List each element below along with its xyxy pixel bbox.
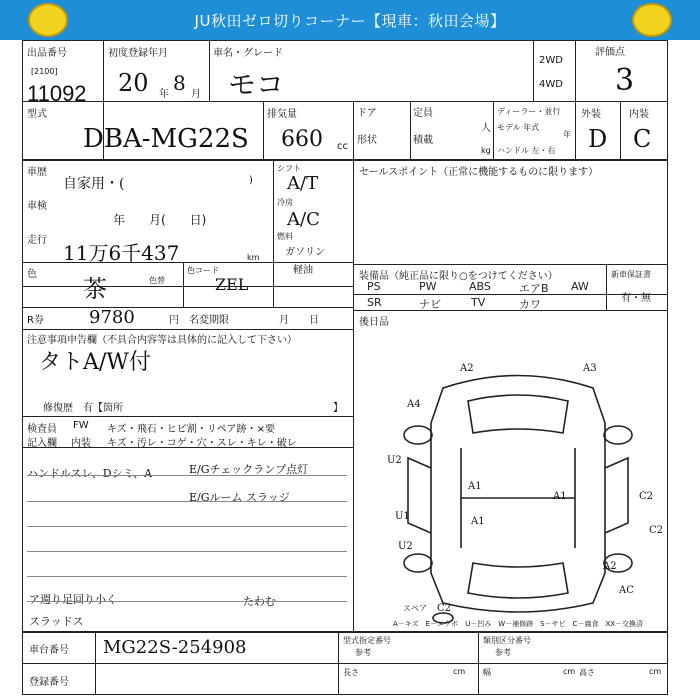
damage-mark-c2: C2 bbox=[649, 525, 664, 536]
height-unit: cm bbox=[649, 667, 662, 676]
class-number-label: 類別区分番号 bbox=[483, 636, 531, 645]
mascot-left-icon bbox=[28, 3, 68, 37]
color-no-label: 色替 bbox=[149, 276, 165, 285]
repair-history-label: 修復歴 有【箇所 bbox=[43, 403, 123, 414]
damage-mark-a1: A1 bbox=[468, 481, 482, 492]
equip-navi: ナビ bbox=[419, 298, 441, 311]
history-close: ) bbox=[249, 175, 253, 186]
rename-fields: 月 日 bbox=[279, 315, 319, 326]
notice-label: 注意事項申告欄（不具合内容等は具体的に記入して下さい） bbox=[27, 335, 297, 346]
damage-mark-a2: A2 bbox=[603, 561, 617, 572]
shift-value: A/T bbox=[287, 173, 319, 194]
dealer-label: ディーラー・並行 bbox=[497, 107, 561, 116]
lot-code: [2100] bbox=[31, 67, 58, 76]
interior-items: キズ・汚レ・コゲ・穴・スレ・キレ・破レ bbox=[107, 438, 297, 449]
length-unit: cm bbox=[453, 667, 466, 676]
first-registration-label: 初度登録年月 bbox=[108, 48, 168, 59]
registration-label: 登録番号 bbox=[29, 677, 69, 688]
door-label: ドア bbox=[357, 108, 377, 119]
drive-4wd: 4WD bbox=[539, 79, 563, 90]
inspector-label: 検査員 bbox=[27, 424, 57, 435]
cc-unit: cc bbox=[337, 141, 348, 152]
chassis-value: MG22S-254908 bbox=[103, 637, 247, 658]
spare-label: スペア bbox=[403, 604, 427, 613]
color-code-label: 色コード bbox=[187, 266, 219, 275]
type-number-label: 型式指定番号 bbox=[343, 636, 391, 645]
handle-label: ハンドル 左・右 bbox=[497, 146, 556, 155]
ac-label: 冷房 bbox=[277, 198, 293, 207]
fill-label: 記入欄 bbox=[27, 438, 57, 449]
year-mark: 年 bbox=[159, 89, 169, 100]
kg-unit: kg bbox=[481, 146, 491, 155]
lot-number-label: 出品番号 bbox=[27, 48, 67, 59]
yen-unit: 円 bbox=[169, 315, 179, 326]
notice-value: タトA/W付 bbox=[39, 350, 151, 375]
class-ref-label: 参考 bbox=[495, 648, 511, 657]
color-label: 色 bbox=[27, 269, 37, 280]
first-registration-year: 20 bbox=[118, 69, 149, 97]
capacity-label: 定員 bbox=[413, 108, 433, 119]
drive-2wd: 2WD bbox=[539, 55, 563, 66]
damage-mark-a1: A1 bbox=[553, 491, 567, 502]
interior-label: 内装 bbox=[629, 109, 649, 120]
memo-line-2: E/Gチェックランプ点灯 bbox=[189, 463, 309, 476]
mascot-right-icon bbox=[632, 3, 672, 37]
model-year-label: モデル 年式 bbox=[497, 123, 540, 132]
new-car-warranty-value: 有・無 bbox=[621, 293, 651, 304]
history-value: 自家用・( bbox=[63, 176, 125, 192]
aftermarket-label: 後日品 bbox=[359, 317, 389, 328]
first-registration-month: 8 bbox=[173, 71, 186, 95]
interior-row-label: 内装 bbox=[71, 438, 91, 449]
lot-number: 11092 bbox=[27, 81, 87, 106]
damage-mark-a4: A4 bbox=[407, 399, 421, 410]
displacement-value: 660 bbox=[281, 127, 323, 152]
recycle-value: 9780 bbox=[89, 307, 135, 328]
fw-items: キズ・飛石・ヒビ割・リペア跡・×要 bbox=[107, 424, 275, 435]
new-car-warranty-label: 新車保証書 bbox=[611, 270, 651, 279]
header-bar bbox=[0, 0, 700, 40]
fuel-value: ガソリン bbox=[285, 247, 325, 258]
exterior-label: 外装 bbox=[581, 109, 601, 120]
interior-value: C bbox=[633, 125, 652, 153]
displacement-label: 排気量 bbox=[267, 109, 297, 120]
auction-sheet bbox=[22, 40, 668, 695]
color-code-value: ZEL bbox=[215, 275, 249, 294]
fw-label: FW bbox=[73, 420, 89, 431]
memo-line-4: ア週り足回り小く bbox=[29, 593, 117, 606]
year-unit: 年 bbox=[563, 130, 571, 139]
inspection-label: 車検 bbox=[27, 201, 47, 212]
km-unit: km bbox=[247, 253, 260, 262]
damage-mark-c2: C2 bbox=[639, 491, 654, 502]
rating-label: 評価点 bbox=[595, 47, 625, 58]
damage-legend: A－キズ E－エクボ U－凹み W－補修跡 S－サビ C－腐食 XX－交換済 bbox=[393, 620, 644, 628]
fuel-label: 燃料 bbox=[277, 232, 293, 241]
ac-value: A/C bbox=[287, 209, 320, 230]
model-label: 型式 bbox=[27, 109, 47, 120]
shift-label: シフト bbox=[277, 164, 301, 173]
damage-mark-u1: U1 bbox=[395, 511, 410, 522]
memo-line-6: たわむ bbox=[243, 595, 276, 608]
history-label: 車歴 bbox=[27, 167, 47, 178]
memo-line-5: スラッドス bbox=[29, 615, 84, 628]
length-label: 長さ bbox=[343, 668, 359, 677]
damage-mark-u2: U2 bbox=[387, 455, 402, 466]
equip-abs: ABS bbox=[469, 280, 491, 293]
exterior-value: D bbox=[588, 125, 608, 153]
model-value: DBA-MG22S bbox=[83, 124, 249, 154]
equip-leather: カワ bbox=[519, 298, 541, 311]
persons-unit: 人 bbox=[481, 123, 491, 134]
damage-mark-a2: A2 bbox=[460, 363, 474, 374]
load-label: 積載 bbox=[413, 135, 433, 146]
rating-value: 3 bbox=[615, 63, 635, 98]
height-label: 高さ bbox=[579, 668, 595, 677]
damage-mark-a3: A3 bbox=[583, 363, 597, 374]
rename-label: 名変期限 bbox=[189, 315, 229, 326]
sales-point-label: セールスポイント（正常に機能するものに限ります） bbox=[359, 167, 599, 178]
inspection-fields: 年 月( 日) bbox=[113, 213, 207, 227]
header-title: JU秋田ゼロ切りコーナー【現車：秋田会場】 bbox=[194, 11, 506, 30]
equip-tv: TV bbox=[471, 296, 486, 309]
equip-airbag: エアB bbox=[519, 282, 549, 295]
type-ref-label: 参考 bbox=[355, 648, 371, 657]
car-name-label: 車名・グレード bbox=[213, 48, 283, 59]
repair-history-close: 】 bbox=[333, 403, 343, 414]
car-name-value: モコ bbox=[228, 68, 285, 101]
width-label: 幅 bbox=[483, 668, 491, 677]
width-unit: cm bbox=[563, 667, 576, 676]
chassis-label: 車台番号 bbox=[29, 645, 69, 656]
damage-mark-u2: U2 bbox=[398, 541, 413, 552]
damage-mark-c2: C2 bbox=[437, 603, 452, 614]
fuel-diesel: 軽油 bbox=[293, 265, 313, 276]
damage-mark-a1: A1 bbox=[471, 516, 485, 527]
recycle-label: R券 bbox=[27, 315, 44, 326]
shape-label: 形状 bbox=[357, 135, 377, 146]
equipment-label: 装備品（純正品に限り○をつけてください） bbox=[359, 271, 558, 282]
damage-mark-ac: AC bbox=[619, 585, 634, 596]
equip-pw: PW bbox=[419, 280, 437, 293]
memo-line-3: E/Gルーム スラッジ bbox=[189, 491, 290, 504]
mileage-value: 11万6千437 bbox=[63, 241, 180, 265]
equip-aw: AW bbox=[571, 280, 589, 293]
color-value: 茶 bbox=[83, 275, 107, 303]
equip-ps: PS bbox=[367, 280, 381, 293]
month-mark: 月 bbox=[191, 89, 201, 100]
memo-line-1: ハンドルスレ、Dシミ、A bbox=[27, 467, 153, 480]
mileage-label: 走行 bbox=[27, 235, 47, 246]
equip-sr: SR bbox=[367, 296, 382, 309]
